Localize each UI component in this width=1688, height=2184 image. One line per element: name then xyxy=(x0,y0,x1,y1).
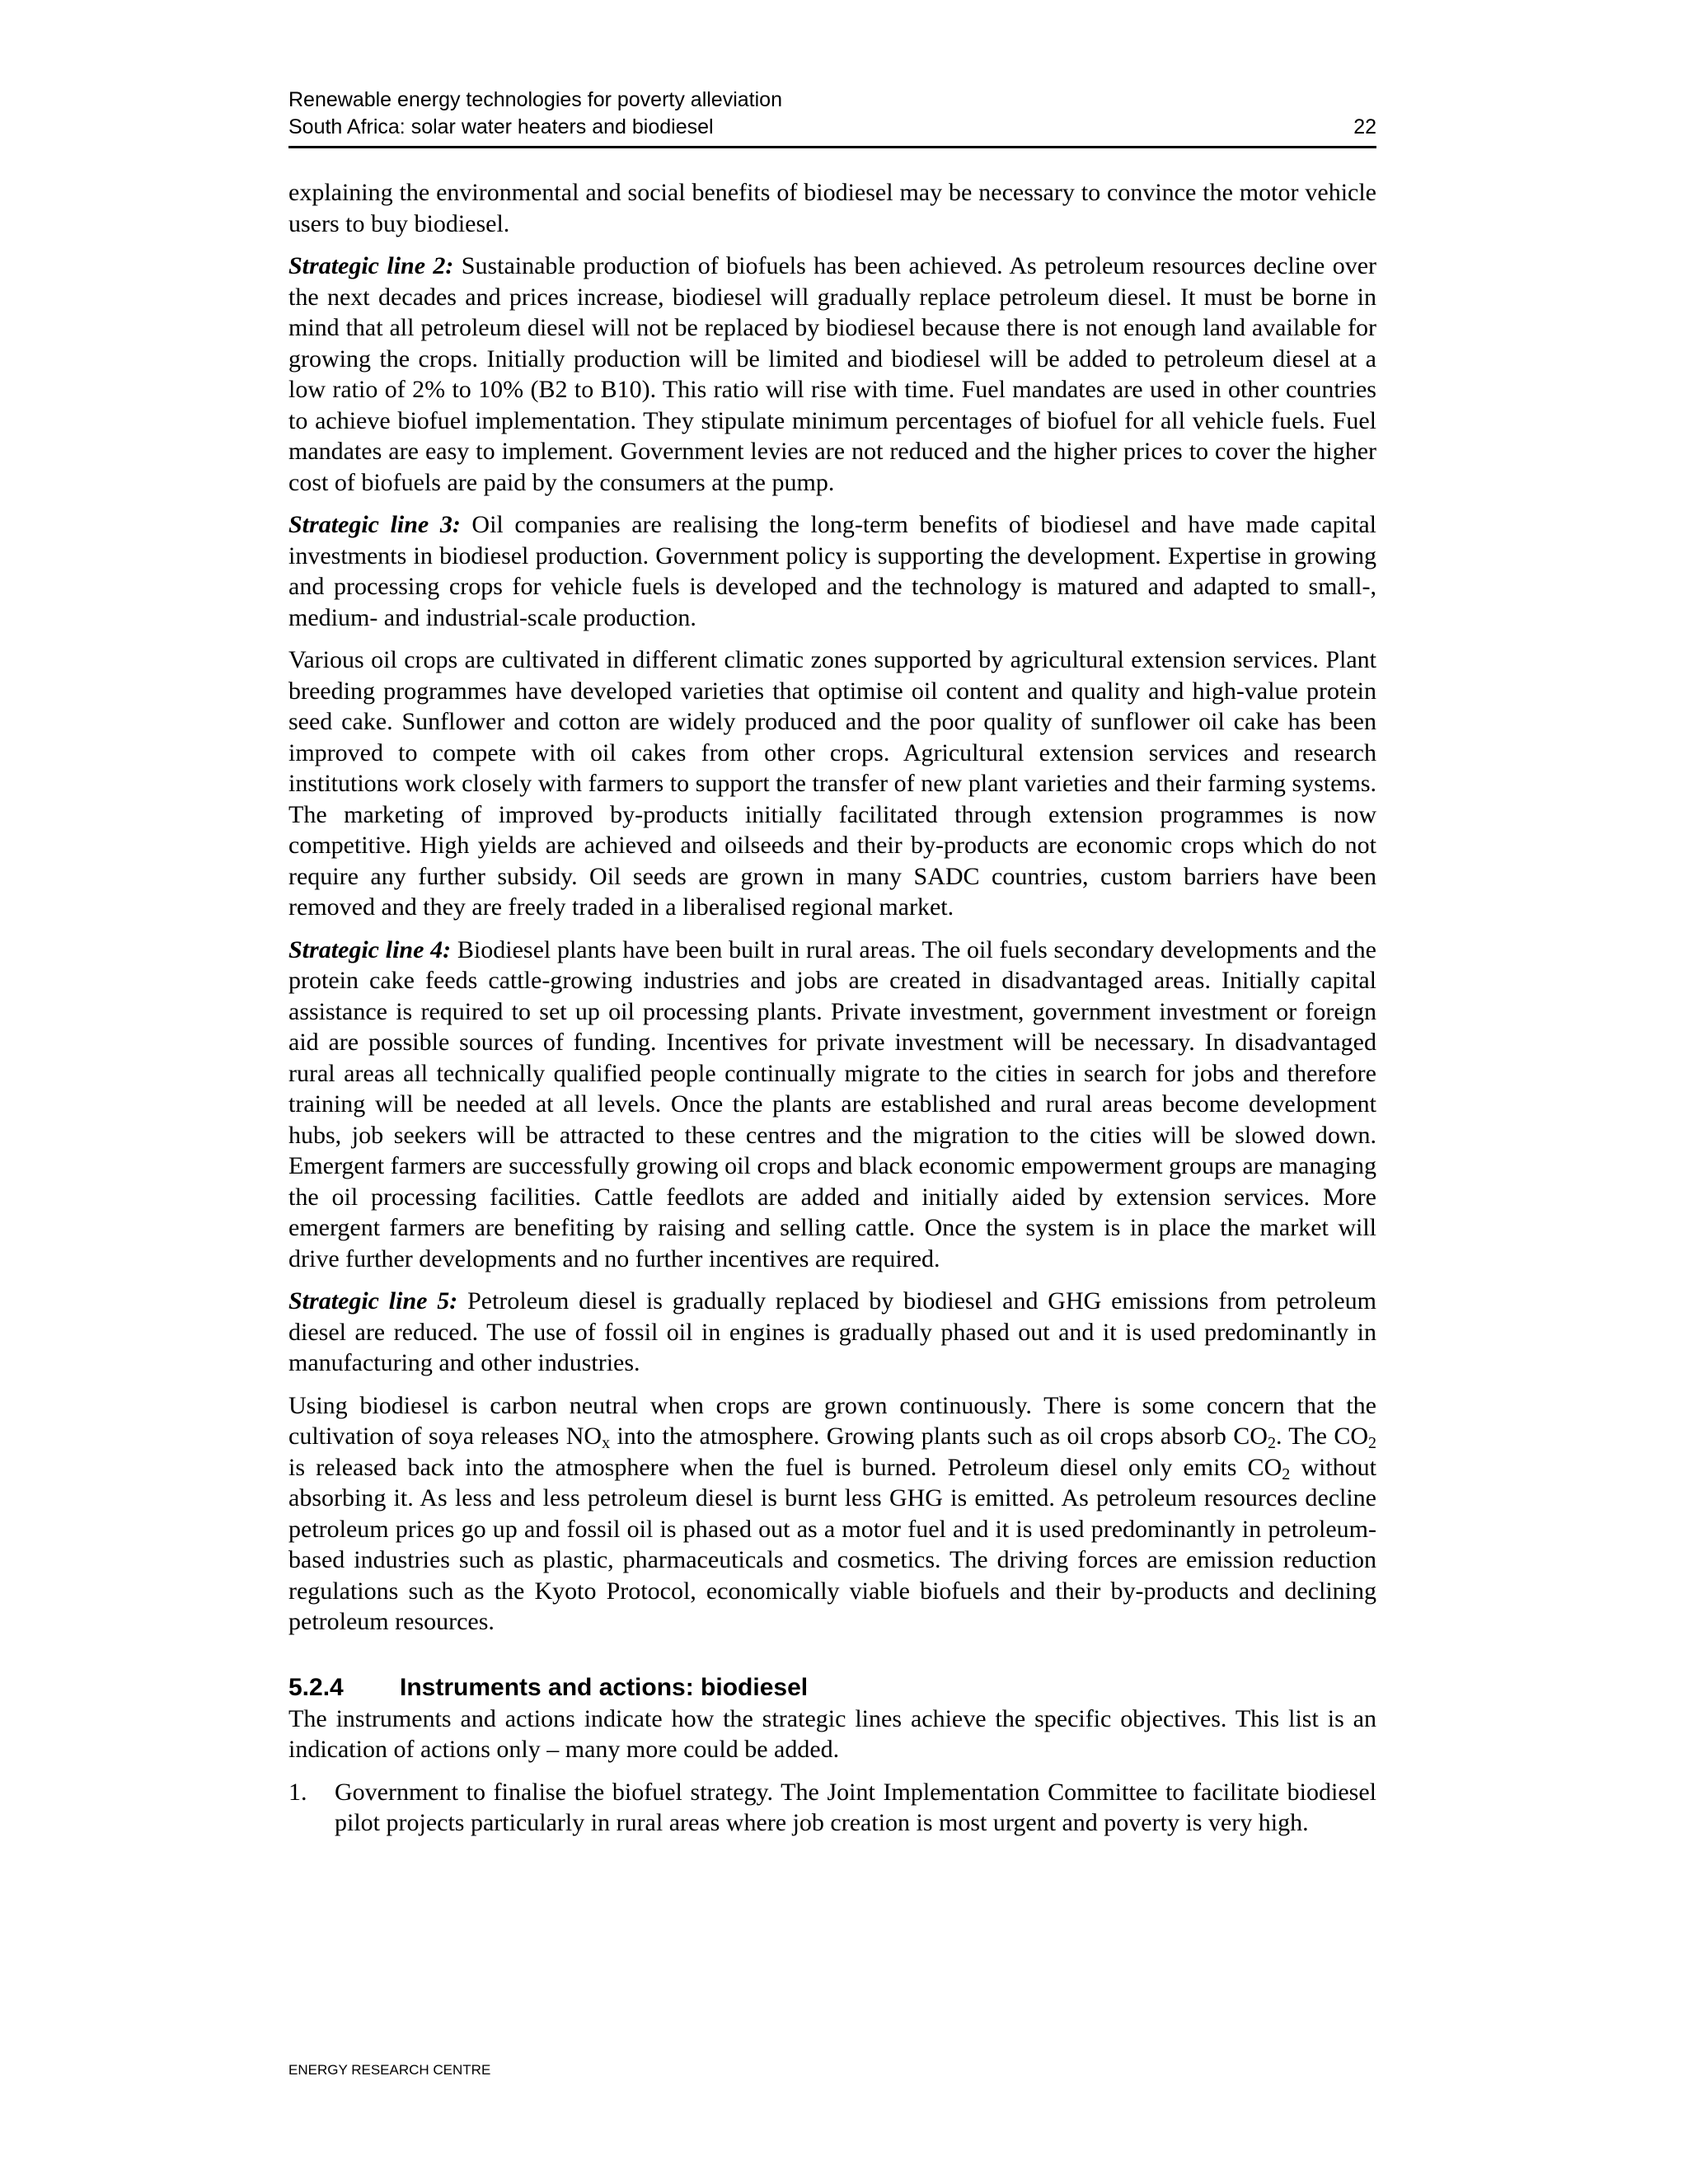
paragraph-text: Using biodiesel is carbon neutral when crops are grown continuously. There is some concern that the cultivation of soya releases NO xyxy=(288,1391,1376,1450)
subscript: x xyxy=(602,1434,611,1452)
paragraph-strategic-line-4 xyxy=(288,935,1376,1275)
header-divider xyxy=(288,146,1376,148)
subscript: 2 xyxy=(1368,1434,1377,1452)
paragraph-strategic-line-3 xyxy=(288,509,1376,633)
paragraph-text: without absorbing it. As less and less petroleum diesel is burnt less GHG is emitted. As petroleum resources decline petroleum prices go up and fossil oil is phased out as a motor fuel and it is used predominantly in petroleum-based industries such as plastic, pharmaceuticals and cosmetics. The driving forces are emission reduction regulations such as the Kyoto Protocol, economically viable biofuels and their by-products and declining petroleum resources. xyxy=(288,1453,1376,1635)
paragraph-strategic-line-5 xyxy=(288,1286,1376,1379)
subscript: 2 xyxy=(1267,1434,1276,1452)
paragraph-text: is released back into the atmosphere when the fuel is burned. Petroleum diesel only emits CO xyxy=(288,1453,1282,1481)
section-heading xyxy=(288,1672,1376,1704)
paragraph-text: explaining the environmental and social benefits of biodiesel may be necessary to convince the motor vehicle users to buy biodiesel. xyxy=(288,179,1376,237)
paragraph-strategic-line-2 xyxy=(288,251,1376,498)
paragraph-text: Various oil crops are cultivated in different climatic zones supported by agricultural extension services. Plant breeding programmes have developed varieties that optimise oil content and quality and high-value protein seed cake. Sunflower and cotton are widely produced and the poor quality of sunflower oil cake has been improved to compete with oil cakes from other crops. Agricultural extension services and research institutions work closely with farmers to support the transfer of new plant varieties and their farming systems. The marketing of improved by-products initially facilitated through extension programmes is now competitive. High yields are achieved and oilseeds and their by-products are economic crops which do not require any further subsidy. Oil seeds are grown in many SADC countries, custom barriers have been removed and they are freely traded in a liberalised regional market. xyxy=(288,646,1376,921)
header-subtitle: South Africa: solar water heaters and biodiesel xyxy=(288,115,714,138)
page-header xyxy=(288,87,1376,141)
paragraph-continuation xyxy=(288,177,1376,239)
page-number: 22 xyxy=(1353,115,1376,138)
subscript: 2 xyxy=(1282,1465,1291,1483)
section-title: Instruments and actions: biodiesel xyxy=(400,1673,809,1701)
paragraph-text: Oil companies are realising the long-term benefits of biodiesel and have made capital investments in biodiesel production. Government policy is supporting the development. Expertise in growing and processing crops for vehicle fuels is developed and the technology is matured and adapted to small-, medium- and industrial-scale production. xyxy=(288,511,1376,631)
list-item xyxy=(288,1777,1376,1839)
paragraph-carbon-neutral xyxy=(288,1390,1376,1638)
list-item-number: 1. xyxy=(288,1778,307,1806)
paragraph-text: Petroleum diesel is gradually replaced by biodiesel and GHG emissions from petroleum diesel are reduced. The use of fossil oil in engines is gradually phased out and it is used predominantly in manufacturing and other industries. xyxy=(288,1287,1376,1376)
strategic-line-label: Strategic line 3: xyxy=(288,511,461,538)
list-item-text: Government to finalise the biofuel strategy. The Joint Implementation Committee to facilitate biodiesel pilot projects particularly in rural areas where job creation is most urgent and poverty is very high. xyxy=(335,1778,1376,1836)
paragraph-oil-crops xyxy=(288,644,1376,923)
paragraph-text: . The CO xyxy=(1275,1422,1369,1450)
strategic-line-label: Strategic line 2: xyxy=(288,252,454,279)
page-footer: ENERGY RESEARCH CENTRE xyxy=(288,2062,491,2078)
paragraph-text: Biodiesel plants have been built in rural areas. The oil fuels secondary developments and the protein cake feeds cattle-growing industries and jobs are created in disadvantaged areas. Initially capital assistance is required to set up oil processing plants. Private investment, government investment or foreign aid are possible sources of funding. Incentives for private investment will be necessary. In disadvantaged rural areas all technically qualified people continually migrate to the cities in search for jobs and therefore training will be needed at all levels. Once the plants are established and rural areas become development hubs, job seekers will be attracted to these centres and the migration to the cities will be slowed down. Emergent farmers are successfully growing oil crops and black economic empowerment groups are managing the oil processing facilities. Cattle feedlots are added and initially aided by extension services. More emergent farmers are benefiting by raising and selling cattle. Once the system is in place the market will drive further developments and no further incentives are required. xyxy=(288,935,1376,1272)
paragraph-text: Sustainable production of biofuels has been achieved. As petroleum resources decline over the next decades and prices increase, biodiesel will gradually replace petroleum diesel. It must be borne in mind that all petroleum diesel will not be replaced by biodiesel because there is not enough land available for growing the crops. Initially production will be limited and biodiesel will be added to petroleum diesel at a low ratio of 2% to 10% (B2 to B10). This ratio will rise with time. Fuel mandates are used in other countries to achieve biofuel implementation. They stipulate minimum percentages of biofuel for all vehicle fuels. Fuel mandates are easy to implement. Government levies are not reduced and the higher prices to cover the higher cost of biofuels are paid by the consumers at the pump. xyxy=(288,252,1377,496)
body-content xyxy=(288,177,1376,1839)
header-subtitle-row xyxy=(288,114,1376,141)
paragraph-text: into the atmosphere. Growing plants such as oil crops absorb CO xyxy=(610,1422,1268,1450)
section-number: 5.2.4 xyxy=(288,1673,344,1701)
header-title: Renewable energy technologies for poverty alleviation xyxy=(288,88,782,111)
strategic-line-label: Strategic line 4: xyxy=(288,935,452,963)
paragraph-text: The instruments and actions indicate how the strategic lines achieve the specific objectives. This list is an indication of actions only – many more could be added. xyxy=(288,1704,1376,1763)
section-intro xyxy=(288,1704,1376,1765)
strategic-line-label: Strategic line 5: xyxy=(288,1287,458,1315)
